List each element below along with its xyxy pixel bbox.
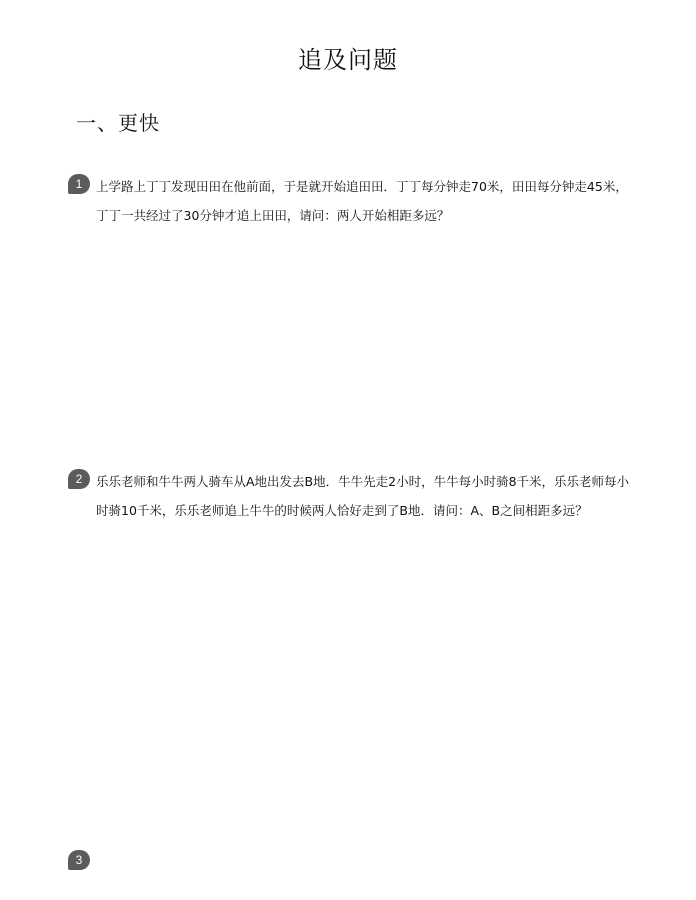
question-1: [66, 172, 632, 230]
question-number-badge: 1: [68, 174, 90, 194]
question-2: [66, 467, 632, 525]
question-number-badge: 3: [68, 850, 90, 870]
page-title: 追及问题: [298, 46, 398, 74]
question-number-badge: 2: [68, 469, 90, 489]
section-heading: 一、更快: [76, 111, 160, 135]
question-text: 乐乐老师和牛牛两人骑车从A地出发去B地．牛牛先走2小时，牛牛每小时骑8千米，乐乐老师每小时骑10千米，乐乐老师追上牛牛的时候两人恰好走到了B地．请问：A、B之间相距多远？: [96, 474, 630, 518]
question-text: 上学路上丁丁发现田田在他前面，于是就开始追田田．丁丁每分钟走70米，田田每分钟走45米，丁丁一共经过了30分钟才追上田田，请问：两人开始相距多远？: [96, 179, 628, 223]
